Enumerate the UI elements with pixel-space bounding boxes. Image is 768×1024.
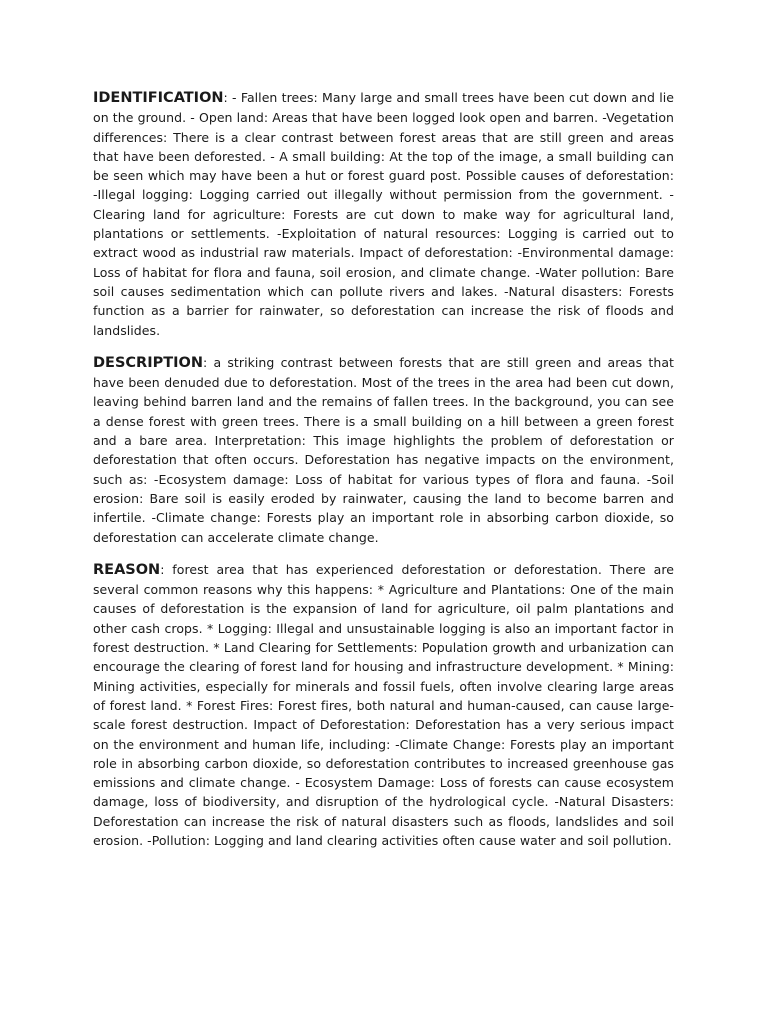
- identification-text: : - Fallen trees: Many large and small trees have been cut down and lie on the ground. - Open land: Areas that have been logged look open and barren. -Vegetation differences: There is a clear contrast between forest areas that are still green and areas that have been deforested. - A small building: At the top of the image, a small building can be seen which may have been a hut or forest guard post. Possible causes of deforestation: -Illegal logging: Logging carried out illegally without permission from the government. -Clearing land for agriculture: Forests are cut down to make way for agricultural land, plantations or settlements. -Exploitation of natural resources: Logging is carried out to extract wood as industrial raw materials. Impact of deforestation: -Environmental damage: Loss of habitat for flora and fauna, soil erosion, and climate change. -Water pollution: Bare soil causes sedimentation which can pollute rivers and lakes. -Natural disasters: Forests function as a barrier for rainwater, so deforestation can increase the risk of floods and landslides.: [93, 90, 674, 338]
- reason-paragraph: [93, 560, 674, 850]
- document-page: [93, 88, 674, 863]
- reason-heading: REASON: [93, 561, 161, 578]
- identification-heading: IDENTIFICATION: [93, 90, 224, 106]
- reason-text: : forest area that has experienced deforestation or deforestation. There are several common reasons why this happens: * Agriculture and Plantations: One of the main causes of deforestation is the expansion of land for agriculture, oil palm plantations and other cash crops. * Logging: Illegal and unsustainable logging is also an important factor in forest destruction. * Land Clearing for Settlements: Population growth and urbanization can encourage the clearing of forest land for housing and infrastructure development. * Mining: Mining activities, especially for minerals and fossil fuels, often involve clearing large areas of forest land. * Forest Fires: Forest fires, both natural and human-caused, can cause large-scale forest destruction. Impact of Deforestation: Deforestation has a very serious impact on the environment and human life, including: -Climate Change: Forests play an important role in absorbing carbon dioxide, so deforestation contributes to increased greenhouse gas emissions and climate change. - Ecosystem Damage: Loss of forests can cause ecosystem damage, loss of biodiversity, and disruption of the hydrological cycle. -Natural Disasters: Deforestation can increase the risk of natural disasters such as floods, landslides and soil erosion. -Pollution: Logging and land clearing activities often cause water and soil pollution.: [93, 561, 674, 848]
- description-heading: DESCRIPTION: [93, 354, 203, 371]
- description-paragraph: [93, 353, 674, 547]
- identification-paragraph: [93, 88, 674, 340]
- description-text: : a striking contrast between forests that are still green and areas that have been denuded due to deforestation. Most of the trees in the area had been cut down, leaving behind barren land and the remains of fallen trees. In the background, you can see a dense forest with green trees. There is a small building on a hill between a green forest and a bare area. Interpretation: This image highlights the problem of deforestation or deforestation that often occurs. Deforestation has negative impacts on the environment, such as: -Ecosystem damage: Loss of habitat for various types of flora and fauna. -Soil erosion: Bare soil is easily eroded by rainwater, causing the land to become barren and infertile. -Climate change: Forests play an important role in absorbing carbon dioxide, so deforestation can accelerate climate change.: [93, 354, 674, 545]
